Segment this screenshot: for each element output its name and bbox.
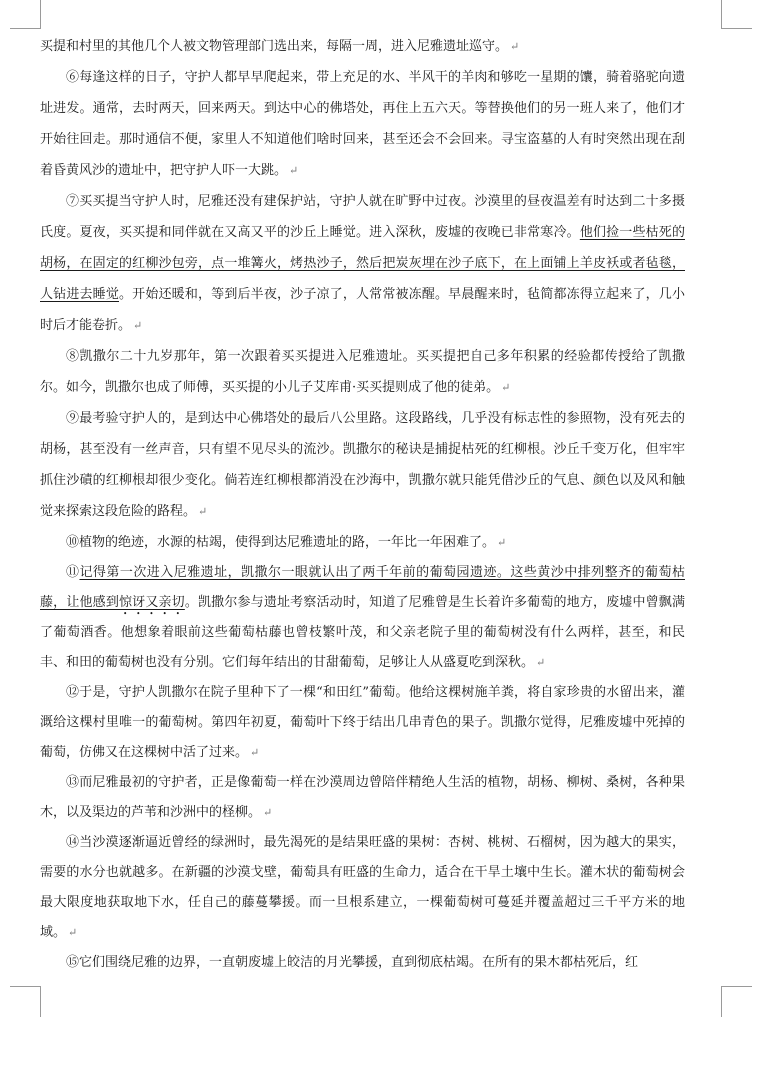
paragraph-mark: ↵ [289,164,299,177]
paragraph-mark: ↵ [68,926,78,939]
corner-mark-top-left [10,0,41,29]
paragraph-number: ⑦ [66,194,80,209]
paragraph-continued: 买提和村里的其他几个人被文物管理部门选出来，每隔一周，进入尼雅遗址巡守。 ↵ [40,39,520,54]
paragraph-number: ⑭ [66,835,80,850]
paragraph-number: ⑧ [66,349,80,364]
paragraph-mark: ↵ [497,536,507,549]
paragraph-number: ⑩ [66,535,80,550]
paragraph-9: ⑨最考验守护人的，是到达中心佛塔处的最后八公里路。这段路线，几乎没有标志性的参照物，没有死去的胡杨，甚至没有一丝声音，只有望不见尽头的流沙。凯撒尔的秘诀是捕捉枯死的红柳根。沙丘千变万化，但牢牢抓住沙磧的红柳根却很少变化。倘若连红柳根都消没在沙海中，凯撒尔就只能凭借沙丘的气息、颜色以及风和触觉来探索这段危险的路程。 ↵ [40,411,685,519]
corner-mark-bottom-left [10,986,41,1017]
paragraph-mark: ↵ [501,381,511,394]
corner-mark-top-right [721,0,752,29]
paragraph-11: ⑪记得第一次进入尼雅遗址，凯撒尔一眼就认出了两千年前的葡萄园遗迹。这些黄沙中排列整齐的葡萄枯藤，让他感到惊讶又亲切。凯撒尔参与遗址考察活动时，知道了尼雅曾是生长着许多葡萄的地方，废墟中曾飘满了葡萄酒香。他想象着眼前这些葡萄枯藤也曾枝繁叶茂，和父亲老院子里的葡萄树没有什么两样，甚至，和民丰、和田的葡萄树也没有分别。它们每年结出的甘甜葡萄，足够让人从盛夏吃到深秋。 ↵ [40,565,685,670]
paragraph-number: ⑫ [66,685,80,700]
paragraph-number: ⑬ [66,775,80,790]
paragraph-8: ⑧凯撒尔二十九岁那年，第一次跟着买买提进入尼雅遗址。买买提把自己多年积累的经验都传授给了凯撒尔。如今，凯撒尔也成了师傅，买买提的小儿子艾库甫·买买提则成了他的徒弟。 ↵ [40,349,685,395]
paragraph-number: ⑪ [66,565,80,580]
paragraph-6: ⑥每逢这样的日子，守护人都早早爬起来，带上充足的水、半风干的羊肉和够吃一星期的馕，骑着骆驼向遗址进发。通常，去时两天，回来两天。到达中心的佛塔处，再住上五六天。等替换他们的另一班人来了，他们才开始往回走。那时通信不便，家里人不知道他们啥时回来，甚至还会不会回来。寻宝盗墓的人有时突然出现在刮着昏黄风沙的遗址中，把守护人吓一大跳。 ↵ [40,70,685,178]
underlined-sentence: 记得第一次进入尼雅遗址，凯撒尔一眼就认出了两千年前的葡萄园遗迹。这些黄沙中排列整齐的葡萄枯藤，让他感到 [40,565,685,610]
paragraph-mark: ↵ [263,806,273,819]
document-body[interactable] [40,31,685,978]
paragraph-mark: ↵ [133,319,143,332]
paragraph-number: ⑮ [66,955,80,970]
paragraph-mark: ↵ [250,746,260,759]
corner-mark-bottom-right [721,986,752,1017]
paragraph-mark: ↵ [536,656,546,669]
paragraph-15: ⑮它们围绕尼雅的边界，一直朝废墟上皎洁的月光攀援，直到彻底枯竭。在所有的果木都枯死后，红 [66,955,639,970]
paragraph-10: ⑩植物的绝迹，水源的枯竭，使得到达尼雅遗址的路，一年比一年困难了。 ↵ [66,535,507,550]
underlined-sentence: 他们捡一些枯死的胡杨，在固定的红柳沙包旁，点一堆篝火，烤热沙子，然后把炭灰埋在沙子底下，在上面铺上羊皮袄或者毡毯，人钻进去睡觉 [40,225,685,302]
paragraph-number: ⑥ [66,70,80,85]
paragraph-14: ⑭当沙漠逐渐逼近曾经的绿洲时，最先渴死的是结果旺盛的果树：杏树、桃树、石榴树，因为越大的果实，需要的水分也就越多。在新疆的沙漠戈壁，葡萄具有旺盛的生命力，适合在干旱土壤中生长。灌木状的葡萄树会最大限度地获取地下水，任自己的藤蔓攀援。而一旦根系建立，一棵葡萄树可蔓延并覆盖超过三千平方米的地域。 ↵ [40,835,685,940]
paragraph-mark: ↵ [510,40,520,53]
paragraph-number: ⑨ [66,411,80,426]
paragraph-7: ⑦买买提当守护人时，尼雅还没有建保护站，守护人就在旷野中过夜。沙漠里的昼夜温差有时达到二十多摄氏度。夏夜，买买提和同伴就在又高又平的沙丘上睡觉。进入深秋，废墟的夜晚已非常寒冷。他们捡一些枯死的胡杨，在固定的红柳沙包旁，点一堆篝火，烤热沙子，然后把炭灰埋在沙子底下，在上面铺上羊皮袄或者毡毯，人钻进去睡觉。开始还暖和，等到后半夜，沙子凉了，人常常被冻醒。早晨醒来时，毡简都冻得立起来了，几小时后才能卷折。 ↵ [40,194,685,333]
paragraph-mark: ↵ [198,505,208,518]
emphasis-dotted-phrase: 惊讶又亲切 [119,595,185,610]
paragraph-12: ⑫于是，守护人凯撒尔在院子里种下了一棵“和田红”葡萄。他给这棵树施羊粪，将自家珍贵的水留出来，灌溉给这棵村里唯一的葡萄树。第四年初夏，葡萄叶下终于结出几串青色的果子。凯撒尔觉得，尼雅废墟中死掉的葡萄，仿佛又在这棵树中活了过来。 ↵ [40,685,685,760]
paragraph-13: ⑬而尼雅最初的守护者，正是像葡萄一样在沙漠周边曾陪伴精绝人生活的植物，胡杨、柳树、桑树，各种果木，以及渠边的芦苇和沙洲中的柽柳。 ↵ [40,775,685,820]
